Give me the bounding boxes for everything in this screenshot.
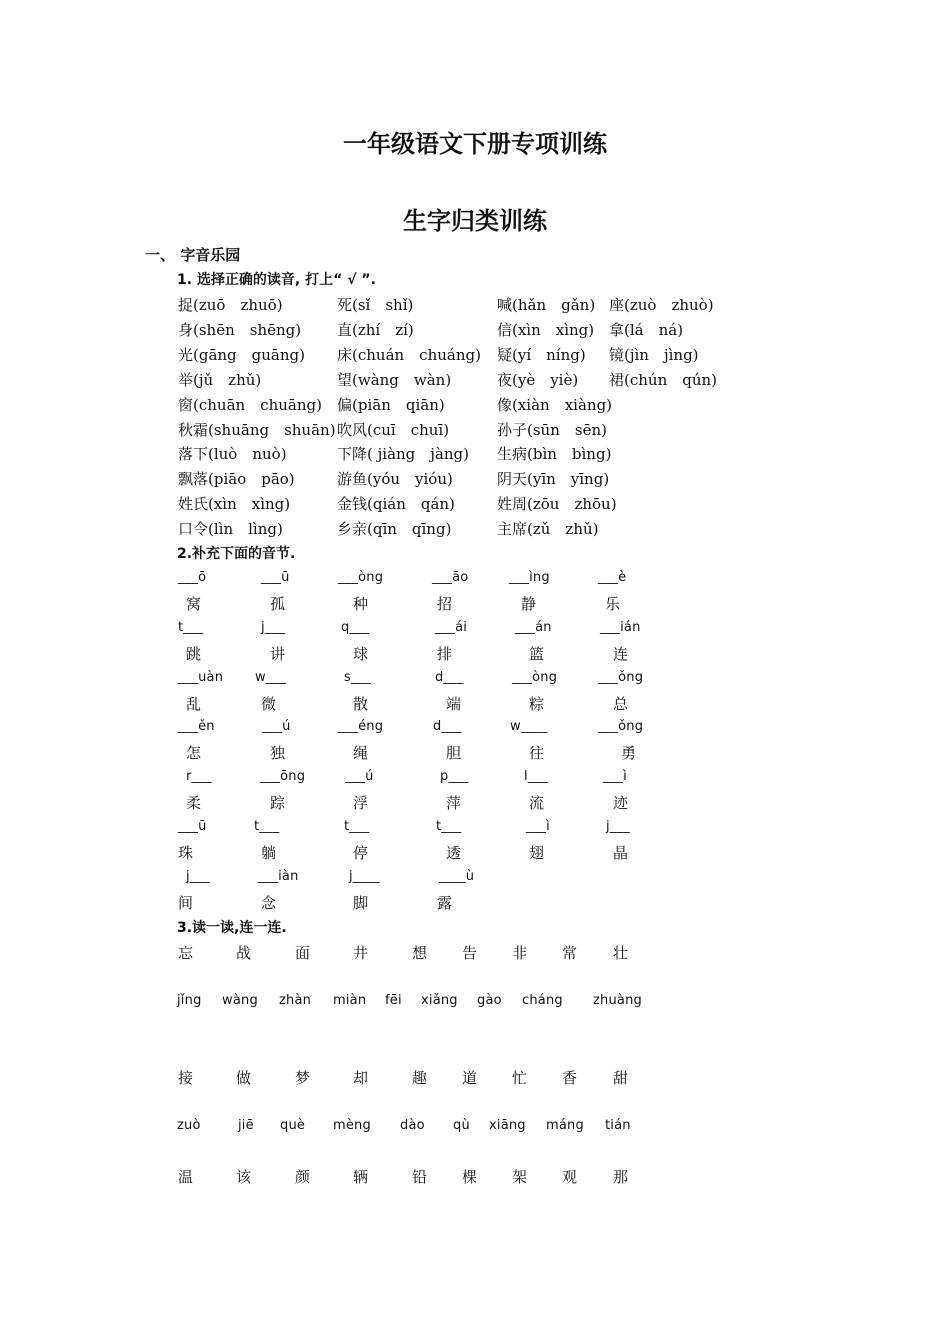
pinyin-blank-row-cell: ___ǒng bbox=[598, 719, 644, 735]
reading-choice-row-cell: 举(jǔ zhǔ) bbox=[178, 370, 262, 389]
reading-choice-row-cell: 夜(yè yiè) bbox=[497, 370, 579, 389]
match-pinyin-row-cell: zuò bbox=[177, 1118, 201, 1133]
match-pinyin-row-cell: máng bbox=[546, 1118, 584, 1133]
pinyin-blank-row-cell: ___iàn bbox=[258, 868, 299, 884]
character-row bbox=[0, 842, 950, 864]
pinyin-blank-row bbox=[0, 869, 950, 891]
pinyin-blank-row-cell: ___ū bbox=[261, 570, 290, 585]
pinyin-blank-row-cell: j___ bbox=[186, 868, 210, 884]
character-row-cell: 往 bbox=[529, 744, 545, 763]
character-row-cell: 念 bbox=[261, 893, 277, 912]
match-pinyin-row-cell: mèng bbox=[333, 1118, 371, 1133]
reading-choice-row-cell: 床(chuán chuáng) bbox=[337, 345, 481, 364]
match-pinyin-row bbox=[0, 1118, 950, 1140]
character-row bbox=[0, 643, 950, 665]
match-character-row bbox=[0, 1067, 950, 1089]
reading-choice-row-cell: 下降( jiàng jàng) bbox=[337, 445, 469, 464]
reading-choice-row bbox=[0, 518, 950, 540]
match-character-row-cell: 想 bbox=[412, 944, 428, 962]
reading-choice-row-cell: 窗(chuān chuāng) bbox=[178, 395, 322, 414]
pinyin-blank-row-cell: ___ìng bbox=[509, 570, 550, 585]
match-pinyin-row-cell: jiē bbox=[238, 1118, 254, 1133]
match-character-row-cell: 忙 bbox=[512, 1069, 528, 1087]
match-pinyin-row-cell: zhàn bbox=[279, 993, 312, 1008]
pinyin-blank-row bbox=[0, 620, 950, 642]
character-row-cell: 窝 bbox=[186, 595, 202, 613]
match-pinyin-row-cell: fēi bbox=[385, 993, 402, 1008]
pinyin-blank-row-cell: ___òng bbox=[338, 570, 384, 585]
match-pinyin-row-cell: gào bbox=[477, 993, 502, 1008]
match-pinyin-row-cell: jǐng bbox=[177, 993, 202, 1008]
character-row-cell: 球 bbox=[353, 644, 369, 663]
character-row-cell: 篮 bbox=[529, 644, 545, 663]
reading-choice-row-cell: 直(zhí zí) bbox=[337, 320, 414, 339]
character-row-cell: 露 bbox=[437, 893, 453, 912]
page-title: 一年级语文下册专项训练 bbox=[343, 130, 607, 158]
reading-choice-row-cell: 望(wàng wàn) bbox=[337, 370, 452, 389]
reading-choice-row-cell: 姓氏(xìn xìng) bbox=[178, 495, 291, 514]
match-character-row-cell: 梦 bbox=[295, 1069, 311, 1087]
match-pinyin-row-cell: xiāng bbox=[489, 1118, 526, 1133]
reading-choice-row bbox=[0, 468, 950, 490]
pinyin-blank-row-cell: l___ bbox=[524, 769, 548, 785]
reading-choice-row-cell: 生病(bìn bìng) bbox=[497, 445, 612, 464]
reading-choice-row-cell: 镜(jìn jìng) bbox=[609, 345, 699, 364]
pinyin-blank-row-cell: d___ bbox=[433, 719, 462, 735]
match-pinyin-row-cell: xiǎng bbox=[421, 993, 458, 1008]
reading-choice-row bbox=[0, 394, 950, 416]
match-character-row-cell: 该 bbox=[236, 1168, 252, 1186]
character-row bbox=[0, 792, 950, 814]
pinyin-blank-row-cell: ___ǒng bbox=[598, 669, 644, 685]
pinyin-blank-row bbox=[0, 719, 950, 741]
character-row-cell: 翅 bbox=[529, 844, 545, 862]
reading-choice-row bbox=[0, 443, 950, 465]
character-row-cell: 踪 bbox=[270, 794, 286, 813]
match-character-row-cell: 忘 bbox=[178, 944, 194, 962]
character-row-cell: 浮 bbox=[353, 794, 369, 813]
match-character-row-cell: 棵 bbox=[462, 1168, 478, 1186]
match-character-row bbox=[0, 942, 950, 964]
reading-choice-row-cell: 身(shēn shēng) bbox=[178, 320, 302, 339]
character-row-cell: 连 bbox=[613, 644, 629, 663]
match-character-row-cell: 温 bbox=[178, 1168, 194, 1186]
character-row-cell: 柔 bbox=[186, 794, 202, 813]
character-row-cell: 绳 bbox=[353, 744, 369, 763]
match-character-row-cell: 壮 bbox=[613, 944, 629, 962]
page-subtitle: 生字归类训练 bbox=[403, 207, 547, 235]
pinyin-blank-row-cell: ____ù bbox=[439, 868, 475, 884]
reading-choice-row-cell: 姓周(zōu zhōu) bbox=[497, 495, 617, 514]
reading-choice-row bbox=[0, 493, 950, 515]
pinyin-blank-row-cell: ___è bbox=[598, 570, 627, 585]
pinyin-blank-row-cell: t___ bbox=[178, 619, 204, 635]
character-row-cell: 种 bbox=[353, 595, 369, 613]
pinyin-blank-row-cell: ___éng bbox=[338, 719, 384, 735]
reading-choice-row-cell: 捉(zuō zhuō) bbox=[178, 296, 283, 314]
reading-choice-row-cell: 孙子(sūn sēn) bbox=[497, 420, 607, 439]
pinyin-blank-row-cell: ___ián bbox=[600, 619, 641, 635]
pinyin-blank-row bbox=[0, 670, 950, 692]
section-heading: 一、 字音乐园 bbox=[145, 246, 241, 264]
pinyin-blank-row bbox=[0, 819, 950, 841]
match-pinyin-row-cell: tián bbox=[605, 1118, 631, 1133]
character-row-cell: 招 bbox=[437, 595, 453, 613]
character-row-cell: 迹 bbox=[613, 794, 629, 813]
match-character-row-cell: 非 bbox=[512, 944, 528, 962]
reading-choice-row bbox=[0, 344, 950, 366]
reading-choice-row-cell: 像(xiàn xiàng) bbox=[497, 395, 613, 414]
character-row bbox=[0, 742, 950, 764]
match-character-row-cell: 观 bbox=[562, 1168, 578, 1186]
match-character-row-cell: 井 bbox=[353, 944, 369, 962]
match-character-row-cell: 趣 bbox=[412, 1069, 428, 1087]
reading-choice-row-cell: 金钱(qián qán) bbox=[337, 495, 455, 514]
match-character-row-cell: 香 bbox=[562, 1069, 578, 1087]
pinyin-blank-row-cell: t___ bbox=[436, 819, 462, 834]
reading-choice-row-cell: 喊(hǎn gǎn) bbox=[497, 296, 596, 314]
character-row-cell: 间 bbox=[178, 893, 194, 912]
character-row-cell: 孤 bbox=[270, 595, 286, 613]
pinyin-blank-row-cell: ___āo bbox=[432, 570, 469, 585]
pinyin-blank-row-cell: ___ō bbox=[178, 570, 207, 585]
match-pinyin-row-cell: miàn bbox=[333, 993, 367, 1008]
pinyin-blank-row-cell: w____ bbox=[510, 719, 548, 735]
match-character-row-cell: 接 bbox=[178, 1069, 194, 1087]
reading-choice-row-cell: 裙(chún qún) bbox=[609, 370, 718, 389]
reading-choice-row-cell: 秋霜(shuāng shuān) bbox=[178, 420, 336, 439]
character-row-cell: 粽 bbox=[529, 694, 545, 713]
character-row-cell: 散 bbox=[353, 694, 369, 713]
pinyin-blank-row-cell: t___ bbox=[254, 819, 280, 834]
pinyin-blank-row-cell: ___òng bbox=[512, 669, 558, 685]
character-row bbox=[0, 892, 950, 914]
reading-choice-row-cell: 乡亲(qīn qīng) bbox=[337, 520, 452, 539]
match-character-row-cell: 辆 bbox=[353, 1168, 369, 1186]
match-pinyin-row bbox=[0, 993, 950, 1015]
match-pinyin-row-cell: cháng bbox=[522, 993, 563, 1008]
pinyin-blank-row-cell: ___ěn bbox=[178, 719, 215, 735]
pinyin-blank-row-cell: p___ bbox=[440, 769, 469, 785]
match-character-row-cell: 告 bbox=[462, 944, 478, 962]
reading-choice-row-cell: 游鱼(yóu yióu) bbox=[337, 470, 453, 489]
match-character-row-cell: 战 bbox=[236, 944, 252, 962]
pinyin-blank-row-cell: r___ bbox=[186, 769, 212, 785]
character-row-cell: 乐 bbox=[605, 595, 621, 613]
character-row-cell: 乱 bbox=[186, 694, 202, 713]
match-character-row-cell: 那 bbox=[613, 1168, 629, 1186]
question-3-label: 3.读一读,连一连. bbox=[177, 920, 287, 936]
pinyin-blank-row-cell: t___ bbox=[344, 819, 370, 834]
character-row-cell: 总 bbox=[613, 694, 629, 713]
match-character-row-cell: 常 bbox=[562, 944, 578, 962]
reading-choice-row-cell: 阴天(yīn yīng) bbox=[497, 470, 610, 489]
pinyin-blank-row-cell: ___ú bbox=[262, 719, 291, 735]
question-1-label: 1. 选择正确的读音, 打上“ √ ”. bbox=[177, 272, 376, 288]
pinyin-blank-row-cell: ___ú bbox=[345, 769, 374, 785]
match-pinyin-row-cell: què bbox=[280, 1118, 306, 1133]
character-row bbox=[0, 693, 950, 715]
character-row bbox=[0, 593, 950, 615]
reading-choice-row-cell: 落下(luò nuò) bbox=[178, 445, 287, 464]
match-character-row-cell: 颜 bbox=[295, 1168, 311, 1186]
pinyin-blank-row-cell: d___ bbox=[435, 669, 464, 685]
pinyin-blank-row-cell: ___ōng bbox=[260, 769, 306, 785]
reading-choice-row bbox=[0, 419, 950, 441]
pinyin-blank-row-cell: j____ bbox=[349, 868, 380, 884]
pinyin-blank-row-cell: ___ū bbox=[178, 819, 207, 834]
pinyin-blank-row-cell: s___ bbox=[344, 669, 372, 685]
pinyin-blank-row-cell: q___ bbox=[341, 619, 370, 635]
character-row-cell: 胆 bbox=[446, 744, 462, 763]
match-pinyin-row-cell: dào bbox=[400, 1118, 425, 1133]
character-row-cell: 独 bbox=[270, 744, 286, 763]
match-pinyin-row-cell: wàng bbox=[222, 993, 258, 1008]
character-row-cell: 静 bbox=[521, 595, 537, 613]
character-row-cell: 躺 bbox=[261, 844, 277, 862]
reading-choice-row-cell: 座(zuò zhuò) bbox=[609, 296, 714, 314]
character-row-cell: 排 bbox=[437, 644, 453, 663]
character-row-cell: 流 bbox=[529, 794, 545, 813]
match-pinyin-row-cell: zhuàng bbox=[593, 993, 642, 1008]
character-row-cell: 端 bbox=[446, 694, 462, 713]
reading-choice-row-cell: 拿(lá ná) bbox=[609, 320, 684, 339]
reading-choice-row-cell: 飘落(piāo pāo) bbox=[178, 470, 295, 489]
pinyin-blank-row-cell: ___ì bbox=[603, 769, 627, 785]
reading-choice-row-cell: 主席(zǔ zhǔ) bbox=[497, 520, 599, 539]
match-character-row-cell: 却 bbox=[353, 1069, 369, 1087]
reading-choice-row-cell: 光(gāng guāng) bbox=[178, 345, 305, 364]
match-character-row-cell: 甜 bbox=[613, 1069, 629, 1087]
pinyin-blank-row bbox=[0, 769, 950, 791]
reading-choice-row-cell: 死(sǐ shǐ) bbox=[337, 296, 414, 314]
pinyin-blank-row-cell: ___ì bbox=[526, 819, 550, 834]
reading-choice-row-cell: 信(xìn xìng) bbox=[497, 320, 595, 339]
match-pinyin-row-cell: qù bbox=[453, 1118, 470, 1133]
pinyin-blank-row-cell: ___án bbox=[515, 619, 552, 635]
pinyin-blank-row-cell: w___ bbox=[255, 669, 286, 685]
character-row-cell: 停 bbox=[353, 844, 369, 862]
match-character-row-cell: 道 bbox=[462, 1069, 478, 1087]
character-row-cell: 讲 bbox=[270, 644, 286, 663]
character-row-cell: 脚 bbox=[353, 893, 369, 912]
reading-choice-row-cell: 口令(lìn lìng) bbox=[178, 520, 283, 539]
match-character-row bbox=[0, 1166, 950, 1188]
reading-choice-row-cell: 偏(piān qiān) bbox=[337, 395, 445, 414]
match-character-row-cell: 面 bbox=[295, 944, 311, 962]
pinyin-blank-row-cell: ___uàn bbox=[178, 669, 224, 685]
match-character-row-cell: 铅 bbox=[412, 1168, 428, 1186]
reading-choice-row-cell: 疑(yí níng) bbox=[497, 345, 586, 364]
character-row-cell: 透 bbox=[446, 844, 462, 862]
question-2-label: 2.补充下面的音节. bbox=[177, 546, 296, 562]
character-row-cell: 萍 bbox=[446, 794, 462, 813]
pinyin-blank-row-cell: j___ bbox=[261, 619, 285, 635]
character-row-cell: 微 bbox=[261, 694, 277, 713]
pinyin-blank-row-cell: ___ái bbox=[435, 619, 468, 635]
reading-choice-row bbox=[0, 294, 950, 316]
reading-choice-row bbox=[0, 319, 950, 341]
character-row-cell: 勇 bbox=[621, 744, 637, 763]
reading-choice-row-cell: 吹风(cuī chuī) bbox=[337, 420, 450, 439]
character-row-cell: 怎 bbox=[186, 744, 202, 763]
character-row-cell: 跳 bbox=[186, 644, 202, 663]
match-character-row-cell: 做 bbox=[236, 1069, 252, 1087]
reading-choice-row bbox=[0, 369, 950, 391]
pinyin-blank-row bbox=[0, 570, 950, 592]
pinyin-blank-row-cell: j___ bbox=[606, 819, 630, 834]
match-character-row-cell: 架 bbox=[512, 1168, 528, 1186]
character-row-cell: 晶 bbox=[613, 844, 629, 862]
character-row-cell: 珠 bbox=[178, 844, 194, 862]
